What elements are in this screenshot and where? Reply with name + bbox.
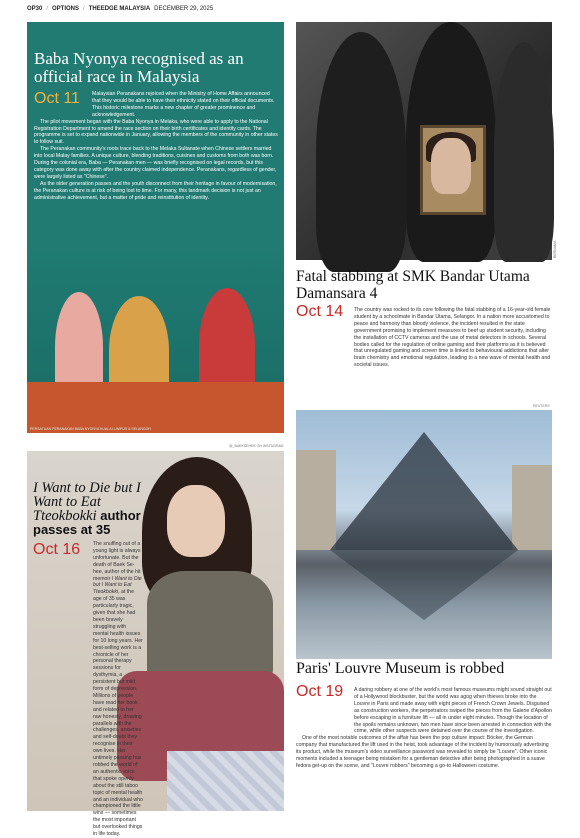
author-body bbox=[33, 541, 143, 838]
author-article bbox=[27, 451, 284, 838]
fatal-paragraph: The country was rocked to its core following the fatal stabbing of a 16-year-old female student by a schoolmate in Bandar Utama, Selangor. In a nation more accustomed to peace and harmony than bloody violence, the incident resulted in the state government promising to implement measures to beef up student security, including the installation of CCTV cameras and the use of metal detectors in schools. Several bodies called for the regulation of online gaming and their platforms as it is believed that unregulated gaming and screen time is linked to behavioural addictions that alter brain chemistry and emotional regulation, leading to a new wave of mental health and societal issues. bbox=[354, 307, 551, 369]
header-separator: / bbox=[83, 6, 85, 12]
louvre-photo bbox=[296, 410, 552, 659]
page-number: OP30 bbox=[27, 6, 43, 12]
baba-photo bbox=[27, 252, 284, 433]
photo-pyramid bbox=[330, 432, 518, 550]
louvre-paragraph: A daring robbery at one of the world's most famous museums might sound straight out of a Hollywood blockbuster, but the world was agog when thieves broke into the Louvre in Paris and made away with eight pieces of French Crown Jewels. Disguised as construction workers, the perpetrators swiped the pieces from the Galerie d'Apollon before escaping in a furniture lift — all in under eight minutes. Though the location of the spoils remains unknown, two men have since been arrested in connection with the crime, while other suspects were detained over the course of the investigation. bbox=[354, 687, 552, 735]
photo-building bbox=[512, 465, 552, 550]
photo-sweater bbox=[147, 571, 273, 681]
louvre-body bbox=[296, 687, 552, 770]
author-title-book: I Want to Die but I Want to Eat Tteokbokki bbox=[33, 479, 141, 524]
author-date: Oct 16 bbox=[33, 541, 81, 558]
portrait-frame bbox=[420, 125, 486, 215]
photo-blanket bbox=[167, 751, 284, 811]
author-text: , at the age of 35 was particularly tragic, given that she had been bravely struggling with mental health issues for 10 long years. Her best-selling work is a chronicle of her personal therapy sessions for dysthymia, a persistent but mild form of depression. Millions of people have read her book and related to her raw honesty, drawing parallels with the challenges, anxieties and self-doubt they recognise in their own lives. Her untimely passing has robbed the world of an authentic voice that spoke openly about the still taboo topic of mental health and an individual who championed the little wins — sometimes the most important but overlooked things in life today. bbox=[93, 589, 143, 838]
louvre-photo-credit: REUTERS bbox=[533, 404, 550, 408]
louvre-date: Oct 19 bbox=[296, 683, 344, 700]
baba-paragraph: The pilot movement began with the Baba Nyonya in Melaka, who were able to apply to the National Registration Department to amend the race section on their birth certificates and identity cards. The programme is set to expand nationwide in January, allowing the members of the community in other states to follow suit. bbox=[34, 118, 278, 146]
baba-photo-caption: PERSATUAN PERANAKAN BABA NYONYA KUALA LUMPUR & SELANGOR bbox=[30, 427, 151, 431]
author-text: The snuffing out of a young light is always unfortunate. But the death of Baek Se-hee, author of the hit memoir bbox=[93, 541, 141, 582]
section-name: OPTIONS bbox=[52, 6, 80, 12]
page-header bbox=[0, 0, 580, 18]
author-title bbox=[33, 481, 143, 537]
baba-date: Oct 11 bbox=[34, 90, 80, 107]
author-paragraph bbox=[33, 541, 143, 838]
louvre-title: Paris' Louvre Museum is robbed bbox=[296, 660, 505, 677]
fatal-body bbox=[296, 307, 552, 369]
baba-paragraph: Malaysian Peranakans rejoiced when the Ministry of Home Affairs announced that they would be able to have their ethnicity stated on their official documents. This historic milestone marks a new chapter of greater prominence and acknowledgement. bbox=[92, 91, 275, 118]
publication-name: THEEDGE MALAYSIA bbox=[88, 6, 151, 12]
author-book-title: I Want to Die but I Want to Eat Tteokbokki bbox=[93, 575, 142, 596]
louvre-paragraph: One of the most notable outcomes of the affair has been the pop culture impact: Böcker, the German company that manufactured the lift used in the heist, took advantage of the incident by humorously advertising its product, while the museum's video surveillance password was revealed to simply be "Louvre". Other iconic moments included a teenager being mistaken for a gentleman detective after being photographed in a suave fedora get-up on the scene, and "Louvre robbers" becoming a go-to Halloween costume. bbox=[296, 735, 549, 769]
baba-nyonya-article bbox=[27, 22, 284, 433]
baba-title: Baba Nyonya recognised as an official race in Malaysia bbox=[34, 49, 244, 86]
photo-figure bbox=[316, 32, 406, 272]
baba-paragraph: The Peranakan community's roots trace back to the Melaka Sultanate when Chinese settlers married into local Malay families. A unique culture, blending traditions, cuisines and customs from both was born. During the colonial era, Baba — Peranakan men — was briefly recognised on legal records, but this category was done away with after the country claimed independence. Peranakans, regardless of gender, were largely listed as "Chinese". bbox=[34, 146, 277, 180]
fatal-title: Fatal stabbing at SMK Bandar Utama Damansara 4 bbox=[296, 268, 530, 302]
photo-table bbox=[27, 382, 284, 433]
fatal-stabbing-photo bbox=[296, 22, 552, 260]
fatal-date: Oct 14 bbox=[296, 303, 344, 320]
header-separator: / bbox=[46, 6, 49, 12]
issue-date: DECEMBER 29, 2025 bbox=[154, 6, 214, 12]
author-photo-credit: @_BAEKSEHEE ON INSTAGRAM bbox=[229, 444, 284, 448]
author-title-rest: author passes at 35 bbox=[33, 507, 141, 537]
photo-pyramid-reflection bbox=[330, 550, 518, 620]
portrait-face bbox=[431, 138, 471, 194]
photo-figure bbox=[494, 42, 554, 262]
photo-face bbox=[167, 485, 225, 557]
fatal-photo-credit: BERNAMA bbox=[553, 240, 557, 258]
baba-paragraph: As the older generation passes and the youth disconnect from their heritage in favour of modernisation, the Peranakan culture is at risk of being lost to time. For many, this landmark decision is not just an administrative achievement, but a matter of pride and reinstitution of identity. bbox=[34, 180, 277, 201]
